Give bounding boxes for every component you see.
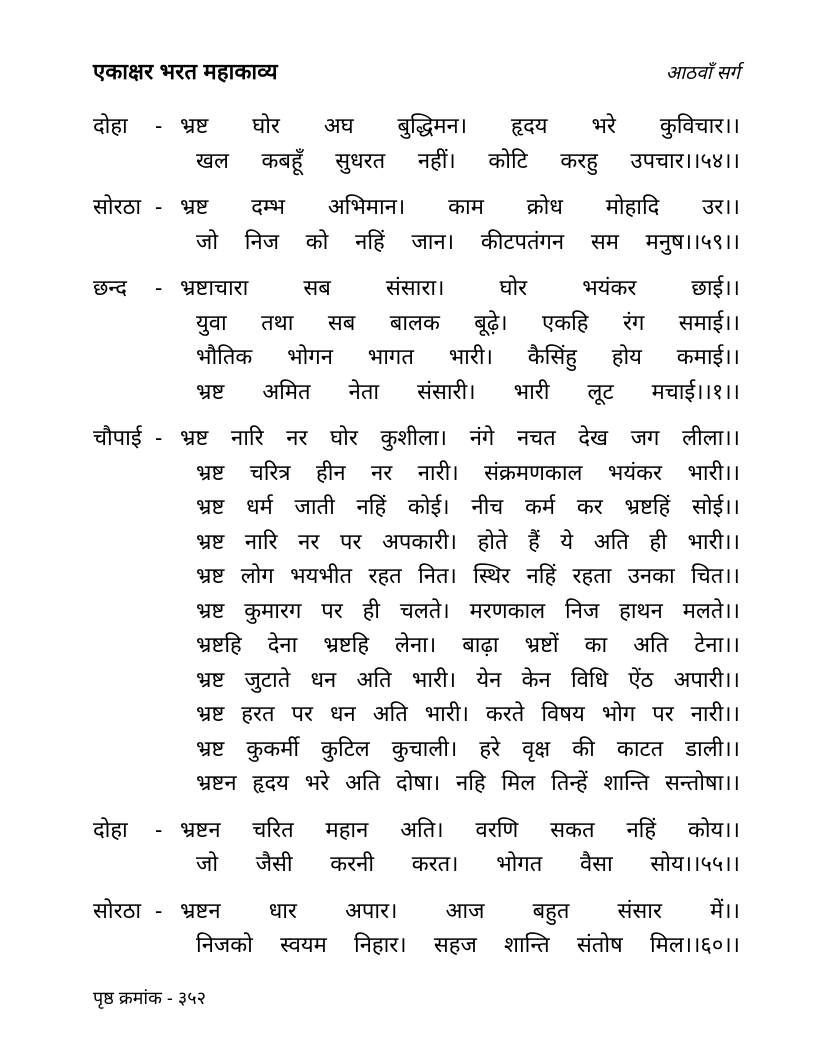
verse-line: जो जैसी करनी करत। भोगत वैसा सोय।।५५।।: [196, 851, 740, 876]
stanza-dash: -: [155, 897, 163, 923]
stanza-text: [180, 894, 740, 963]
stanza-text: [180, 813, 740, 882]
page-number: पृष्ठ क्रमांक - ३५२: [93, 988, 206, 1008]
verse-line: भ्रष्टहि देना भ्रष्टहि लेना। बाढ़ा भ्रष्टों का अति टेना।।: [196, 632, 740, 657]
verse-line: भ्रष्ट धर्म जाती नहिं कोई। नीच कर्म कर भ्रष्टहिं सोई।।: [196, 494, 740, 519]
page-header: [93, 56, 740, 86]
stanza-dash: -: [155, 194, 163, 219]
stanza-label: दोहा: [93, 816, 128, 842]
verse-line: भ्रष्टन धार अपार। आज बहुत संसार में।।: [180, 897, 740, 923]
stanza-chaupai: [93, 421, 740, 801]
verse-line: निजको स्वयम निहार। सहज शान्ति संतोष मिल।।६०।।: [196, 932, 740, 957]
stanza-label: चौपाई: [93, 425, 142, 450]
verse-line: भ्रष्टाचारा सब संसारा। घोर भयंकर छाई।।: [180, 275, 740, 300]
stanza-sortha-59: [93, 190, 740, 259]
verse-line: भौतिक भोगन भागत भारी। कैसिंहु होय कमाई।।: [196, 344, 740, 369]
chapter-title: आठवाँ सर्ग: [665, 63, 740, 84]
verse-line: भ्रष्ट घोर अघ बुद्धिमन। हृदय भरे कुविचार।।: [180, 113, 740, 138]
stanza-label: सोरठा: [93, 897, 142, 923]
verse-content: [93, 109, 740, 963]
stanza-text: [180, 109, 740, 178]
verse-line: जो निज को नहिं जान। कीटपतंगन सम मनुष।।५९।।: [196, 228, 740, 254]
stanza-text: [180, 421, 740, 801]
verse-line: भ्रष्टन हृदय भरे अति दोषा। नहि मिल तिन्हें शान्ति सन्तोषा।।: [196, 770, 740, 795]
verse-line: खल कबहूँ सुधरत नहीं। कोटि करहु उपचार।।५४।।: [196, 147, 740, 173]
verse-line: भ्रष्ट नारि नर पर अपकारी। होते हैं ये अति ही भारी।।: [196, 528, 740, 554]
stanza-doha-55: [93, 813, 740, 882]
verse-line: भ्रष्ट कुमारग पर ही चलते। मरणकाल निज हाथन मलते।।: [196, 597, 740, 623]
verse-line: भ्रष्ट हरत पर धन अति भारी। करते विषय भोग पर नारी।।: [196, 701, 740, 726]
stanza-label: सोरठा: [93, 194, 142, 219]
verse-line: भ्रष्ट अमित नेता संसारी। भारी लूट मचाई।।१।।: [196, 378, 740, 404]
verse-line: भ्रष्ट लोग भयभीत रहत नित। स्थिर नहिं रहता उनका चित।।: [196, 563, 740, 588]
page-footer: [93, 986, 206, 1010]
verse-line: भ्रष्ट कुकर्मी कुटिल कुचाली। हरे वृक्ष की काटत डाली।।: [196, 735, 740, 761]
stanza-dash: -: [155, 113, 163, 138]
verse-line: भ्रष्टन चरित महान अति। वरणि सकत नहिं कोय।।: [180, 816, 740, 842]
stanza-chhand-1: [93, 271, 740, 409]
stanza-label: दोहा: [93, 113, 128, 138]
verse-line: भ्रष्ट चरित्र हीन नर नारी। संक्रमणकाल भयंकर भारी।।: [196, 459, 740, 485]
stanza-sortha-60: [93, 894, 740, 963]
stanza-dash: -: [155, 275, 163, 300]
stanza-dash: -: [155, 425, 163, 450]
verse-line: भ्रष्ट जुटाते धन अति भारी। येन केन विधि ऐंठ अपारी।।: [196, 666, 740, 692]
verse-line: भ्रष्ट नारि नर घोर कुशीला। नंगे नचत देख जग लीला।।: [180, 425, 740, 450]
book-title: एकाक्षर भरत महाकाव्य: [93, 59, 278, 84]
stanza-doha-54: [93, 109, 740, 178]
verse-line: युवा तथा सब बालक बूढ़े। एकहि रंग समाई।।: [196, 309, 740, 335]
stanza-label: छन्द: [93, 275, 127, 300]
stanza-text: [180, 190, 740, 259]
verse-line: भ्रष्ट दम्भ अभिमान। काम क्रोध मोहादि उर।।: [180, 194, 740, 219]
stanza-text: [180, 271, 740, 409]
stanza-dash: -: [155, 816, 163, 842]
